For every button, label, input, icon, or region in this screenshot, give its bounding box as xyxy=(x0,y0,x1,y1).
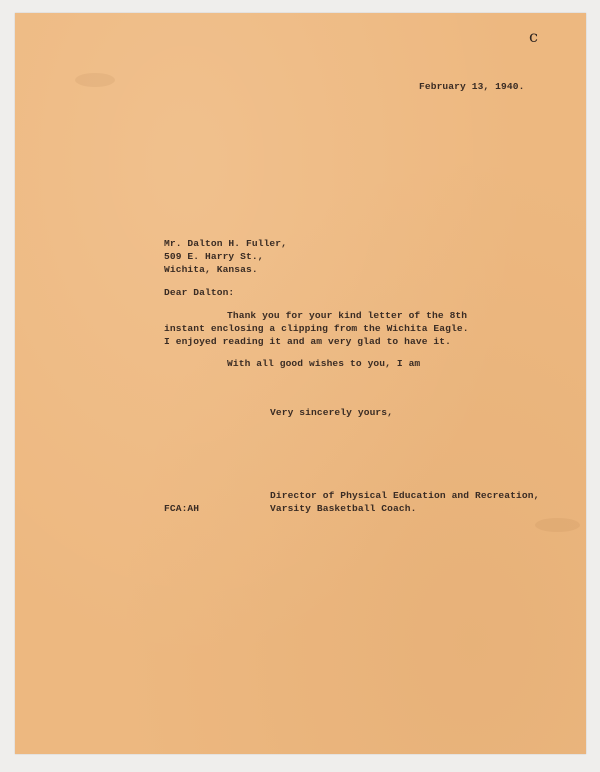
body-line-4: With all good wishes to you, I am xyxy=(227,358,421,369)
letter-date: February 13, 1940. xyxy=(419,81,525,92)
salutation: Dear Dalton: xyxy=(164,287,235,298)
handwritten-corner-mark: c xyxy=(529,27,538,46)
signature-title-line-1: Director of Physical Education and Recreation, xyxy=(270,490,540,501)
letter-page xyxy=(15,13,586,754)
body-line-3: I enjoyed reading it and am very glad to have it. xyxy=(164,336,452,347)
recipient-city: Wichita, Kansas. xyxy=(164,264,258,275)
recipient-street: 509 E. Harry St., xyxy=(164,251,264,262)
reference-initials: FCA:AH xyxy=(164,503,200,514)
complimentary-closing: Very sincerely yours, xyxy=(270,407,394,418)
body-line-1: Thank you for your kind letter of the 8th xyxy=(227,310,468,321)
paper-stain xyxy=(535,518,580,532)
body-line-2: instant enclosing a clipping from the Wichita Eagle. xyxy=(164,323,469,334)
paper-stain xyxy=(75,73,115,87)
signature-title-line-2: Varsity Basketball Coach. xyxy=(270,503,417,514)
recipient-name: Mr. Dalton H. Fuller, xyxy=(164,238,288,249)
